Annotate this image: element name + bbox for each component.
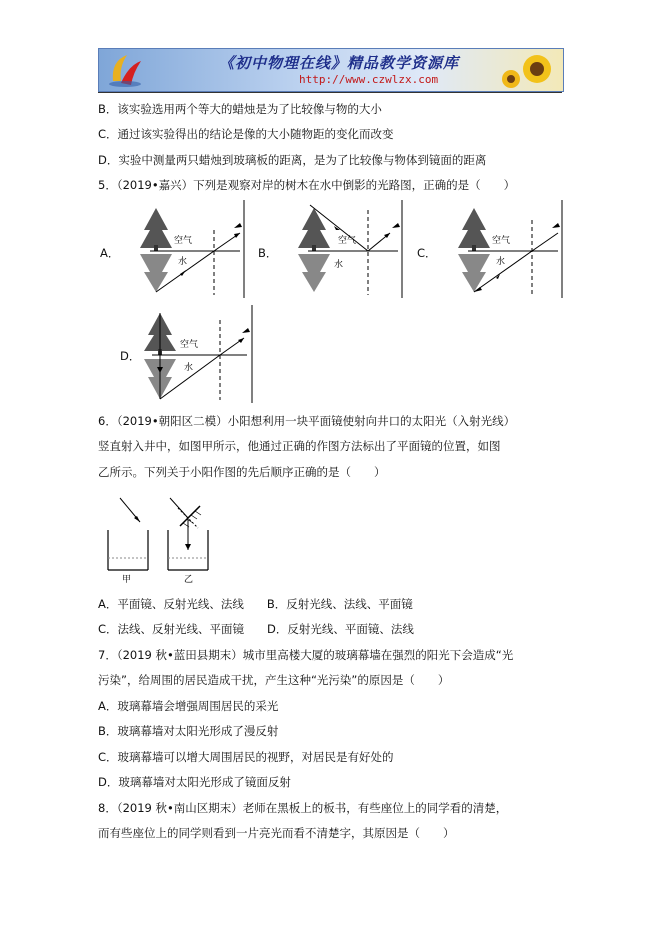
svg-text:空气: 空气 [492,236,511,246]
q8-stem-1: 8．（2019 秋•南山区期末）老师在黑板上的板书，有些座位上的同学看的清楚， [98,801,508,815]
q5-figure-b [280,200,405,298]
air-label: 空气 [174,236,193,246]
q7-stem-2: 污染”，给周围的居民造成干扰，产生这种“光污染”的原因是（ ） [98,673,450,687]
q4-option-c: C．通过该实验得出的结论是像的大小随物距的变化而改变 [98,127,394,141]
q4-option-b: B．该实验选用两个等大的蜡烛是为了比较像与物的大小 [98,102,382,116]
svg-text:空气: 空气 [338,236,357,246]
tree-icon [140,208,172,292]
logo-icon [105,51,145,89]
q7-option-d: D．玻璃幕墙对太阳光形成了镜面反射 [98,775,291,789]
q5-stem: 5．（2019•嘉兴）下列是观察对岸的树木在水中倒影的光路图，正确的是（ ） [98,178,516,192]
svg-text:水: 水 [334,260,344,270]
label-jia: 甲 [122,575,132,585]
q5-figure-a [122,200,247,298]
q4-option-d: D．实验中测量两只蜡烛到玻璃板的距离，是为了比较像与物体到镜面的距离 [98,153,487,167]
header-banner [98,48,564,92]
label-yi: 乙 [184,575,194,585]
q5-label-b: B． [258,246,278,260]
q5-figure-d [142,305,257,403]
header-title: 《初中物理在线》精品教学资源库 [219,54,460,72]
q5-label-c: C． [417,246,437,260]
q5-label-d: D． [120,349,141,363]
sunflower-icon [497,51,557,91]
header-rule [98,92,562,93]
svg-text:水: 水 [184,363,194,373]
q6-stem-2: 竖直射入井中，如图甲所示，他通过正确的作图方法标出了平面镜的位置，如图 [98,439,501,453]
q6-stem-1: 6．（2019•朝阳区二模）小阳想利用一块平面镜使射向井口的太阳光（入射光线） [98,414,516,428]
q7-option-c: C．玻璃幕墙可以增大周围居民的视野，对居民是有好处的 [98,750,394,764]
q6-options-cd: C．法线、反射光线、平面镜 D．反射光线、平面镜、法线 [98,622,414,636]
svg-text:空气: 空气 [180,340,199,350]
eye-icon [234,223,242,228]
q7-option-a: A．玻璃幕墙会增强周围居民的采光 [98,699,279,713]
q7-option-b: B．玻璃幕墙对太阳光形成了漫反射 [98,724,279,738]
q6-options-ab: A．平面镜、反射光线、法线 B．反射光线、法线、平面镜 [98,597,413,611]
header-url: http://www.czwlzx.com [299,73,439,86]
q6-stem-3: 乙所示。下列关于小阳作图的先后顺序正确的是（ ） [98,465,386,479]
q7-stem-1: 7．（2019 秋•蓝田县期末）城市里高楼大厦的玻璃幕墙在强烈的阳光下会造成“光 [98,648,514,662]
q8-stem-2: 而有些座位上的同学则看到一片亮光而看不清楚字，其原因是（ ） [98,826,455,840]
q5-figure-c [440,200,565,298]
q5-label-a: A． [100,246,120,260]
svg-text:水: 水 [496,257,506,267]
water-label: 水 [178,257,188,267]
q6-figure [100,490,215,585]
